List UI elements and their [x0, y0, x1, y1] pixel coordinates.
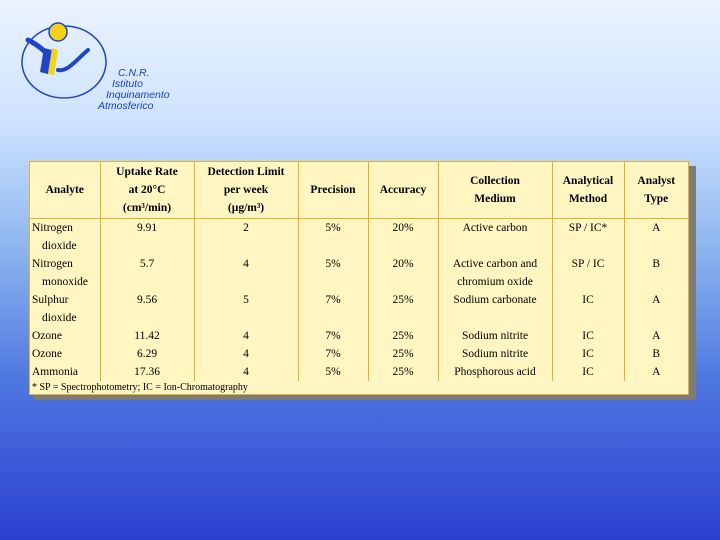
cell-method: IC: [552, 345, 624, 363]
cell-medium: Active carbon: [438, 219, 552, 256]
header-detection-limit: Detection Limit per week (µg/m³): [194, 162, 298, 219]
cell-type: A: [652, 366, 661, 378]
cell-uptake: 6.29: [100, 345, 194, 363]
cell-precision: 7%: [298, 291, 368, 327]
cell-precision: 7%: [298, 327, 368, 345]
logo-line-cnr: C.N.R.: [118, 67, 150, 79]
cnr-logo: [14, 14, 184, 114]
table-row: [30, 255, 688, 291]
cell-precision: 5%: [298, 255, 368, 291]
cell-method: IC: [552, 327, 624, 345]
table-row: [30, 327, 688, 345]
logo-line-inquinamento: Inquinamento: [106, 89, 170, 101]
table-row: [30, 363, 688, 381]
cell-type: B: [652, 258, 661, 270]
cell-detection: 4: [194, 345, 298, 363]
header-precision: Precision: [298, 162, 368, 219]
header-analytical-method: Analytical Method: [552, 162, 624, 219]
cell-accuracy: 25%: [368, 291, 438, 327]
cell-detection: 4: [194, 255, 298, 291]
cell-precision: 5%: [298, 219, 368, 256]
cell-precision: 7%: [298, 345, 368, 363]
header-analyst-type: Analyst Type: [637, 175, 676, 205]
sampler-table: [30, 162, 688, 381]
cell-uptake: 11.42: [100, 327, 194, 345]
cell-analyte: Nitrogen dioxide: [30, 219, 100, 256]
cell-detection: 4: [194, 363, 298, 381]
cell-type: B: [652, 348, 661, 360]
cell-uptake: 9.91: [100, 219, 194, 256]
cell-uptake: 17.36: [100, 363, 194, 381]
header-accuracy: Accuracy: [368, 162, 438, 219]
cell-medium: Sodium nitrite: [438, 345, 552, 363]
cell-method: IC: [552, 363, 624, 381]
sampler-table-panel: [29, 161, 689, 395]
cell-detection: 4: [194, 327, 298, 345]
cell-detection: 5: [194, 291, 298, 327]
cell-analyte: Nitrogen monoxide: [30, 255, 100, 291]
table-header-row: [30, 162, 688, 219]
header-collection-medium: Collection Medium: [438, 162, 552, 219]
cell-medium: Sodium nitrite: [438, 327, 552, 345]
cell-method: SP / IC*: [552, 219, 624, 256]
table-row: [30, 291, 688, 327]
cell-accuracy: 25%: [368, 345, 438, 363]
logo-line-atmosferico: Atmosferico: [98, 100, 154, 112]
cell-uptake: 9.56: [100, 291, 194, 327]
cell-uptake: 5.7: [100, 255, 194, 291]
logo-line-istituto: Istituto: [112, 78, 143, 90]
cell-analyte: Ozone: [30, 345, 100, 363]
cell-analyte: Ozone: [30, 327, 100, 345]
table-footnote: * SP = Spectrophotometry; IC = Ion-Chromatography: [32, 382, 248, 393]
cell-accuracy: 20%: [368, 219, 438, 256]
cell-accuracy: 20%: [368, 255, 438, 291]
header-analyte: Analyte: [30, 162, 100, 219]
cell-medium: Sodium carbonate: [438, 291, 552, 327]
cell-accuracy: 25%: [368, 327, 438, 345]
header-uptake-rate: Uptake Rate at 20°C (cm³/min): [100, 162, 194, 219]
cell-analyte: Sulphur dioxide: [30, 291, 100, 327]
logo-text: [98, 68, 170, 112]
cell-type: A: [652, 294, 661, 306]
cell-medium: Phosphorous acid: [438, 363, 552, 381]
cell-accuracy: 25%: [368, 363, 438, 381]
table-row: [30, 219, 688, 256]
cell-precision: 5%: [298, 363, 368, 381]
cell-type: A: [652, 330, 661, 342]
cell-medium: Active carbon and chromium oxide: [438, 255, 552, 291]
cell-analyte: Ammonia: [30, 363, 100, 381]
table-row: [30, 345, 688, 363]
cell-type: A: [652, 222, 661, 234]
cell-method: IC: [552, 291, 624, 327]
cell-detection: 2: [194, 219, 298, 256]
cell-method: SP / IC: [552, 255, 624, 291]
